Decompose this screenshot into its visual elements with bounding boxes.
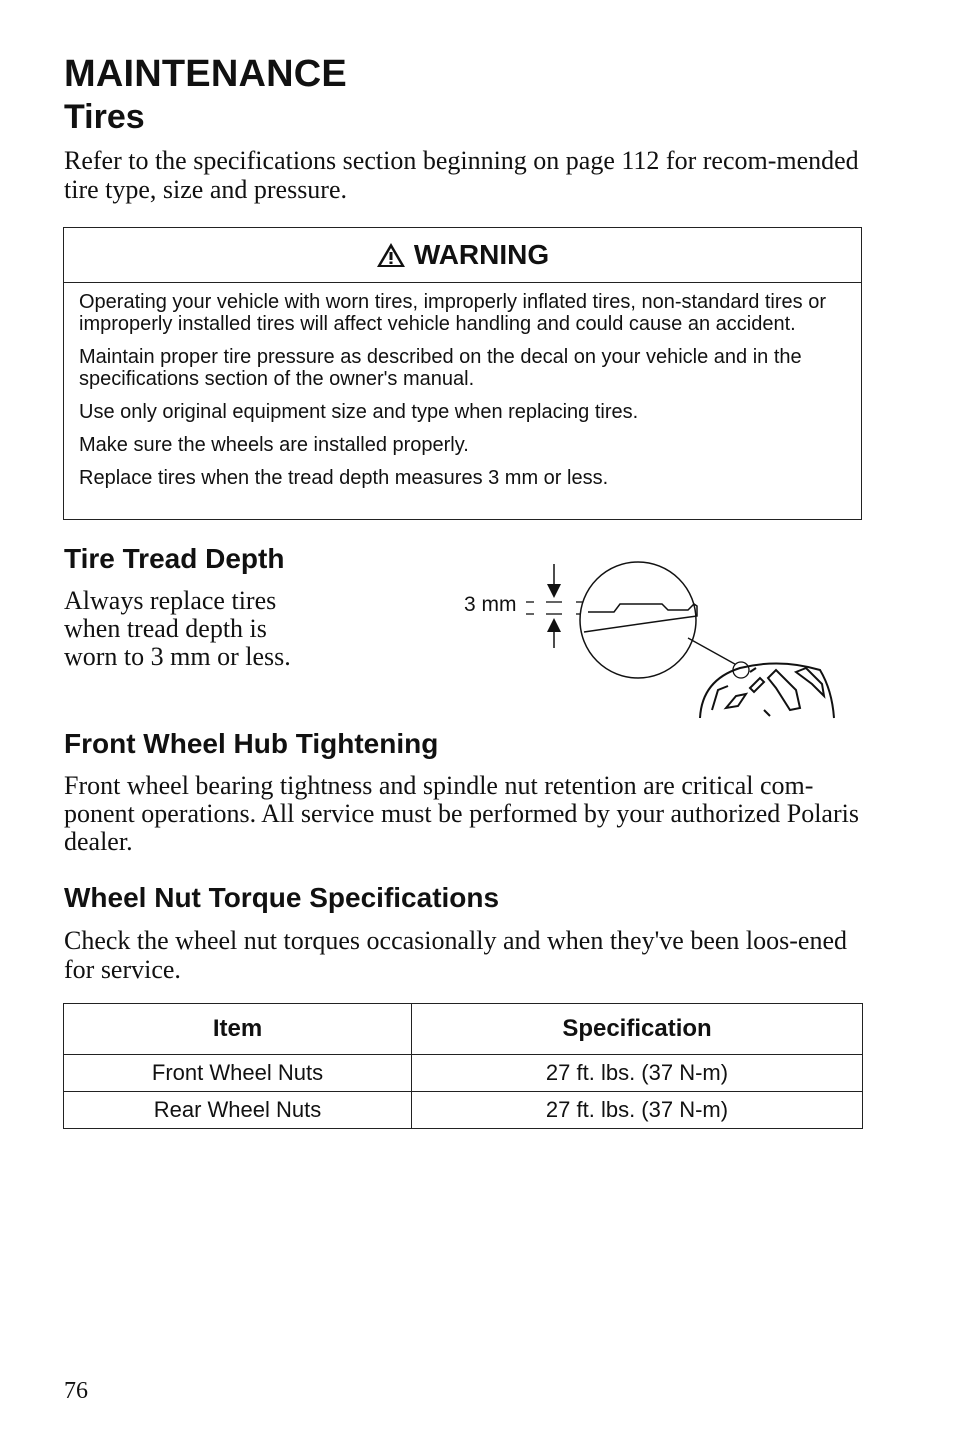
warning-paragraph: Replace tires when the tread depth measures 3 mm or less. bbox=[79, 467, 609, 489]
tread-depth-label: 3 mm bbox=[464, 593, 517, 616]
table-row bbox=[64, 1092, 863, 1129]
warning-paragraph: Operating your vehicle with worn tires, improperly inflated tires, non-standard tires or improperly installed tires will affect vehicle handling and could cause an accident. bbox=[79, 291, 826, 335]
torque-specs-text: Check the wheel nut torques occasionally and when they've been loos-ened for service. bbox=[64, 926, 847, 984]
torque-table bbox=[63, 1003, 863, 1129]
page-title: MAINTENANCE bbox=[64, 53, 347, 95]
measurement-arrows bbox=[547, 564, 561, 648]
warning-body bbox=[64, 283, 861, 489]
table-cell-specification: 27 ft. lbs. (37 N-m) bbox=[412, 1055, 863, 1092]
torque-specs-heading: Wheel Nut Torque Specifications bbox=[64, 882, 500, 913]
warning-title: WARNING bbox=[413, 239, 550, 270]
column-header-item: Item bbox=[64, 1004, 412, 1055]
table-cell-item: Rear Wheel Nuts bbox=[64, 1092, 412, 1129]
table-cell-item: Front Wheel Nuts bbox=[64, 1055, 412, 1092]
warning-triangle-icon bbox=[376, 242, 406, 268]
tire-sketch bbox=[700, 663, 834, 718]
table-cell-specification: 27 ft. lbs. (37 N-m) bbox=[412, 1092, 863, 1129]
tires-intro-text: Refer to the specifications section beginning on page 112 for recom-mended tire type, size and pressure. bbox=[64, 146, 859, 204]
tread-depth-illustration bbox=[450, 560, 850, 720]
warning-paragraph: Use only original equipment size and type when replacing tires. bbox=[79, 401, 639, 423]
tires-heading: Tires bbox=[64, 98, 145, 136]
warning-paragraph: Maintain proper tire pressure as described on the decal on your vehicle and in the specifications section of the owner's manual. bbox=[79, 346, 802, 390]
table-row bbox=[64, 1055, 863, 1092]
warning-box bbox=[63, 227, 862, 520]
tread-depth-heading: Tire Tread Depth bbox=[64, 543, 285, 574]
warning-paragraph: Make sure the wheels are installed properly. bbox=[79, 434, 469, 456]
magnified-tread-circle bbox=[580, 562, 697, 678]
hub-tightening-text: Front wheel bearing tightness and spindle nut retention are critical com-ponent operations. All service must be performed by your authorized Polaris dealer. bbox=[64, 771, 859, 856]
column-header-specification: Specification bbox=[412, 1004, 863, 1055]
warning-header bbox=[64, 228, 861, 283]
table-header-row bbox=[64, 1004, 863, 1055]
hub-tightening-heading: Front Wheel Hub Tightening bbox=[64, 728, 439, 759]
tread-depth-text: Always replace tires when tread depth is worn to 3 mm or less. bbox=[64, 586, 291, 671]
page-number: 76 bbox=[64, 1378, 88, 1404]
